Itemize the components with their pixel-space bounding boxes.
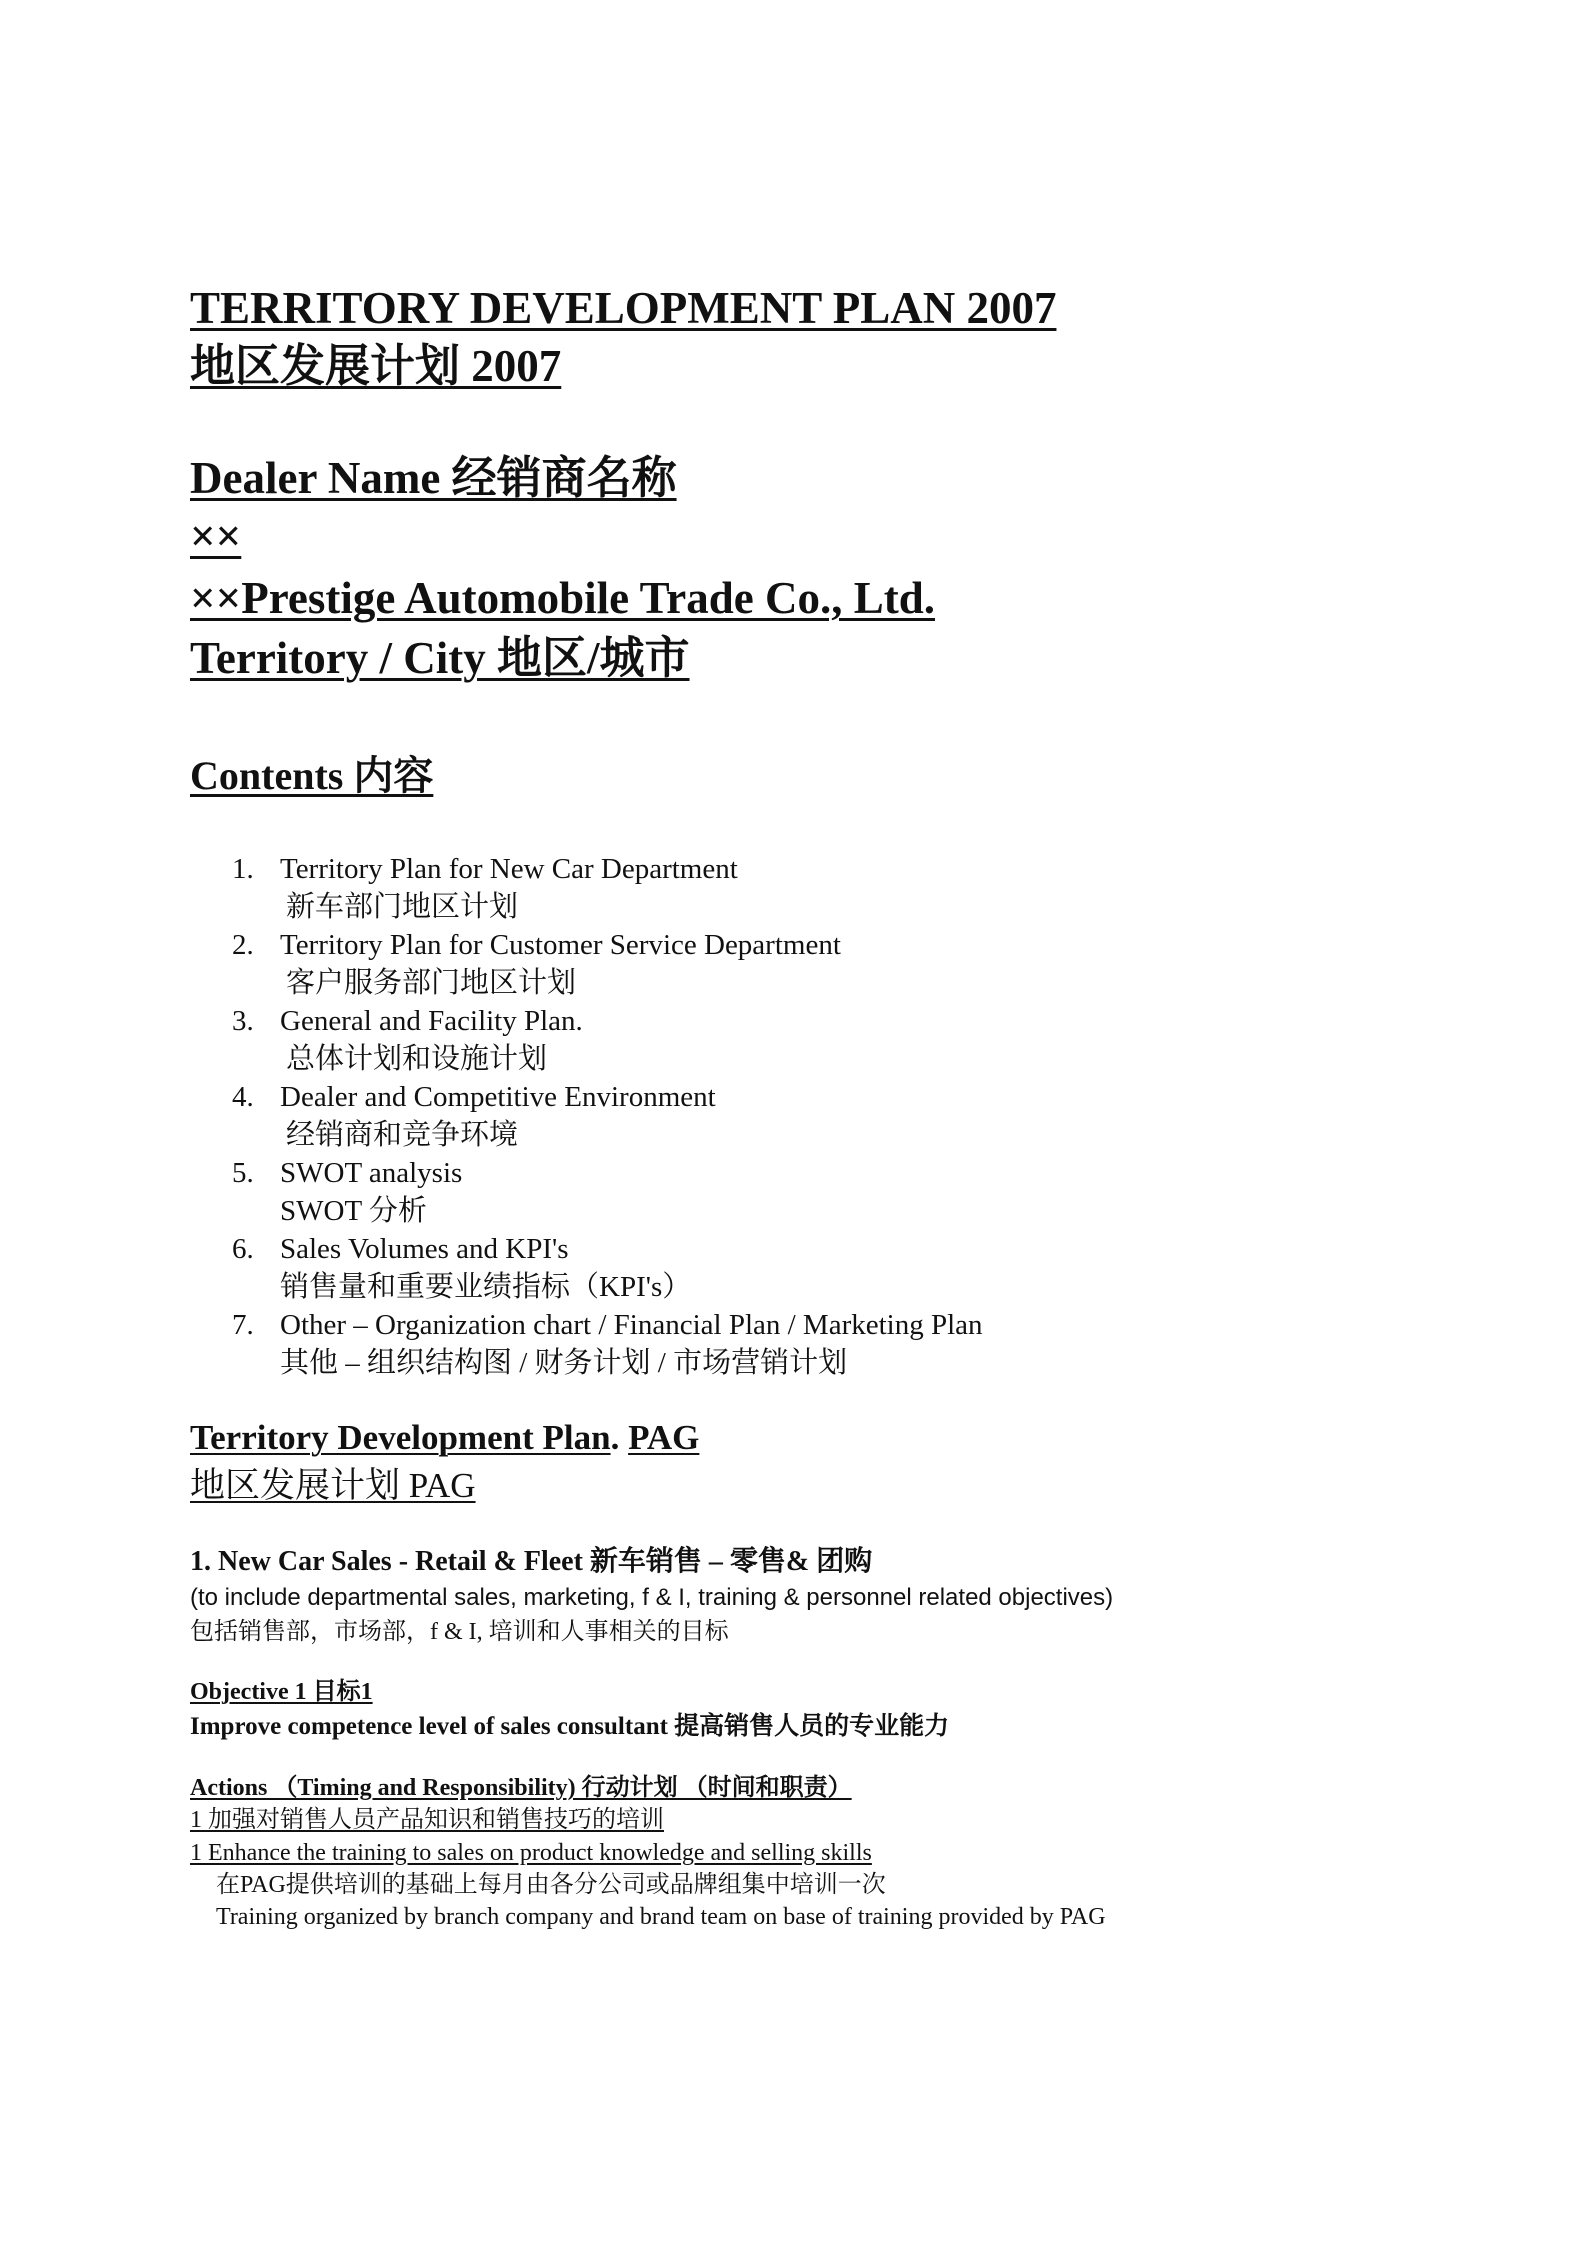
contents-item-en: SWOT analysis (280, 1157, 463, 1189)
section-title-right: PAG (628, 1418, 700, 1457)
territory-city-label: Territory / City 地区/城市 (190, 633, 690, 683)
contents-list (232, 850, 1132, 1382)
dealer-company-name: ××Prestige Automobile Trade Co., Ltd. (190, 573, 936, 623)
section-title (190, 1420, 699, 1455)
contents-item-en: Sales Volumes and KPI's (280, 1233, 569, 1265)
contents-item-text (280, 1002, 1132, 1078)
action-1-cn: 1 加强对销售人员产品知识和销售技巧的培训 (190, 1807, 664, 1833)
contents-item-en: Territory Plan for New Car Department (280, 853, 738, 885)
contents-item-cn: 销售量和重要业绩指标（KPI's） (280, 1271, 692, 1303)
contents-item-number: 7. (232, 1309, 254, 1341)
contents-item-en: Dealer and Competitive Environment (280, 1081, 716, 1113)
contents-item-en: Other – Organization chart / Financial Plan / Marketing Plan (280, 1309, 983, 1341)
contents-item-en: Territory Plan for Customer Service Department (280, 929, 841, 961)
contents-item-text (280, 1306, 1132, 1382)
contents-item-text (280, 1230, 1132, 1306)
contents-item-number: 1. (232, 853, 254, 885)
document-title-cn: 地区发展计划 2007 (190, 341, 562, 391)
new-car-sales-heading: 1. New Car Sales - Retail & Fleet 新车销售 – 零售& 团购 (190, 1546, 873, 1577)
contents-item-text (280, 1154, 1132, 1230)
contents-item-cn: 新车部门地区计划 (286, 891, 519, 923)
document-title-en: TERRITORY DEVELOPMENT PLAN 2007 (190, 283, 1057, 333)
section-title-left: Territory Development Plan (190, 1418, 611, 1457)
contents-item-3 (232, 1002, 1132, 1078)
contents-item-2 (232, 926, 1132, 1002)
contents-item-number: 3. (232, 1005, 254, 1037)
actions-label: Actions （Timing and Responsibility) 行动计划 （时间和职责） (190, 1775, 852, 1801)
department-scope-cn: 包括销售部，市场部，f & I, 培训和人事相关的目标 (190, 1619, 729, 1645)
contents-item-cn: 客户服务部门地区计划 (286, 967, 577, 999)
contents-item-en: General and Facility Plan. (280, 1005, 583, 1037)
contents-item-text (280, 1078, 1132, 1154)
contents-item-number: 6. (232, 1233, 254, 1265)
dealer-name-label: Dealer Name 经销商名称 (190, 453, 677, 503)
contents-item-number: 2. (232, 929, 254, 961)
action-1-detail-cn: 在PAG提供培训的基础上每月由各分公司或品牌组集中培训一次 (216, 1872, 886, 1898)
contents-item-text (280, 926, 1132, 1002)
contents-item-1 (232, 850, 1132, 926)
department-scope-en: (to include departmental sales, marketing, f & I, training & personnel related objectives) (190, 1584, 1114, 1611)
action-1-detail-en: Training organized by branch company and brand team on base of training provided by PAG (216, 1904, 1106, 1930)
contents-item-cn: 总体计划和设施计划 (286, 1043, 548, 1075)
section-subtitle: 地区发展计划 PAG (190, 1466, 476, 1505)
contents-item-5 (232, 1154, 1132, 1230)
contents-item-cn: 经销商和竞争环境 (286, 1119, 519, 1151)
action-1-en: 1 Enhance the training to sales on product knowledge and selling skills (190, 1840, 872, 1866)
contents-item-text (280, 850, 1132, 926)
objective-description: Improve competence level of sales consultant 提高销售人员的专业能力 (190, 1713, 950, 1740)
contents-item-number: 4. (232, 1081, 254, 1113)
objective-label: Objective 1 目标1 (190, 1679, 373, 1705)
contents-item-cn: SWOT 分析 (280, 1195, 427, 1227)
contents-item-4 (232, 1078, 1132, 1154)
contents-title: Contents 内容 (190, 753, 434, 798)
contents-item-number: 5. (232, 1157, 254, 1189)
contents-item-6 (232, 1230, 1132, 1306)
dealer-placeholder: ×× (190, 511, 242, 561)
contents-item-7 (232, 1306, 1132, 1382)
contents-item-cn: 其他 – 组织结构图 / 财务计划 / 市场营销计划 (280, 1347, 848, 1379)
section-title-separator: . (610, 1418, 629, 1457)
